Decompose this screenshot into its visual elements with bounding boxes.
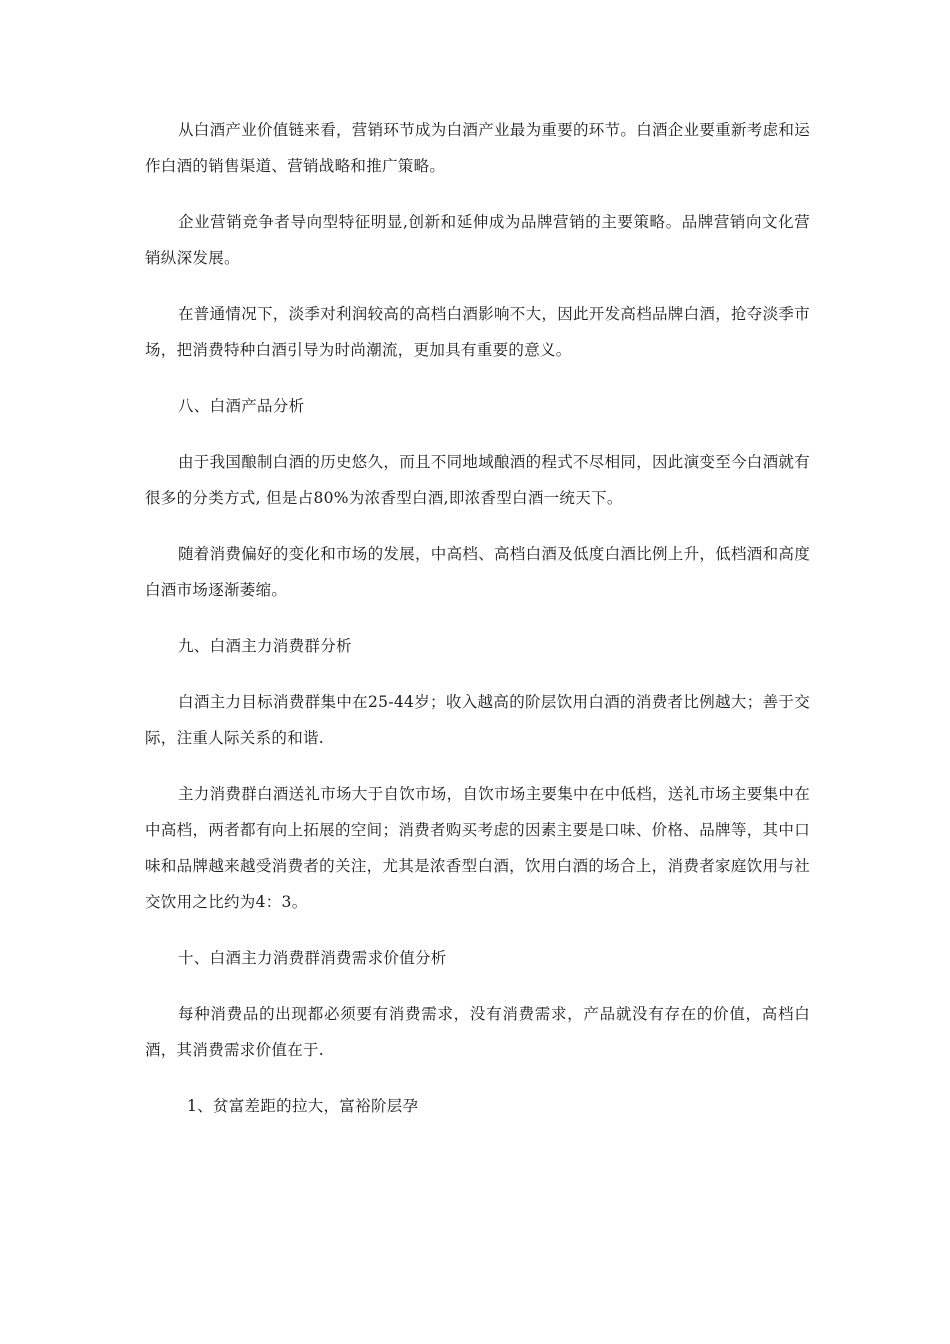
paragraph-preference-change: 随着消费偏好的变化和市场的发展，中高档、高档白酒及低度白酒比例上升，低档酒和高度白酒市场逐渐萎缩。 <box>145 545 811 599</box>
document-body <box>145 112 810 1124</box>
paragraph-gift-market: 主力消费群白酒送礼市场大于自饮市场，自饮市场主要集中在中低档，送礼市场主要集中在中高档，两者都有向上拓展的空间；消费者购买考虑的因素主要是口味、价格、品牌等，其中口味和品牌越来越受消费者的关注，尤其是浓香型白酒，饮用白酒的场合上，消费者家庭饮用与社交饮用之比约为4：3。 <box>145 785 811 911</box>
paragraph-competitor-orientation: 企业营销竞争者导向型特征明显,创新和延伸成为品牌营销的主要策略。品牌营销向文化营销纵深发展。 <box>145 213 810 267</box>
section-heading-product-analysis: 八、白酒产品分析 <box>178 397 305 415</box>
section-heading-demand-value: 十、白酒主力消费群消费需求价值分析 <box>178 949 447 967</box>
paragraph-target-consumers: 白酒主力目标消费群集中在25-44岁；收入越高的阶层饮用白酒的消费者比例越大；善于交际，注重人际关系的和谐. <box>145 693 810 747</box>
paragraph-value-chain: 从白酒产业价值链来看，营销环节成为白酒产业最为重要的环节。白酒企业要重新考虑和运作白酒的销售渠道、营销战略和推广策略。 <box>145 121 811 175</box>
section-heading-consumer-group: 九、白酒主力消费群分析 <box>178 637 352 655</box>
list-item-wealth-gap: 1、贫富差距的拉大，富裕阶层孕 <box>187 1097 419 1115</box>
paragraph-consumer-demand: 每种消费品的出现都必须要有消费需求，没有消费需求，产品就没有存在的价值，高档白酒，其消费需求价值在于. <box>145 1005 810 1059</box>
paragraph-off-season: 在普通情况下，淡季对利润较高的高档白酒影响不大，因此开发高档品牌白酒，抢夺淡季市场，把消费特种白酒引导为时尚潮流，更加具有重要的意义。 <box>145 305 811 359</box>
paragraph-history: 由于我国酿制白酒的历史悠久，而且不同地域酿酒的程式不尽相同，因此演变至今白酒就有很多的分类方式, 但是占80%为浓香型白酒,即浓香型白酒一统天下。 <box>145 453 811 507</box>
